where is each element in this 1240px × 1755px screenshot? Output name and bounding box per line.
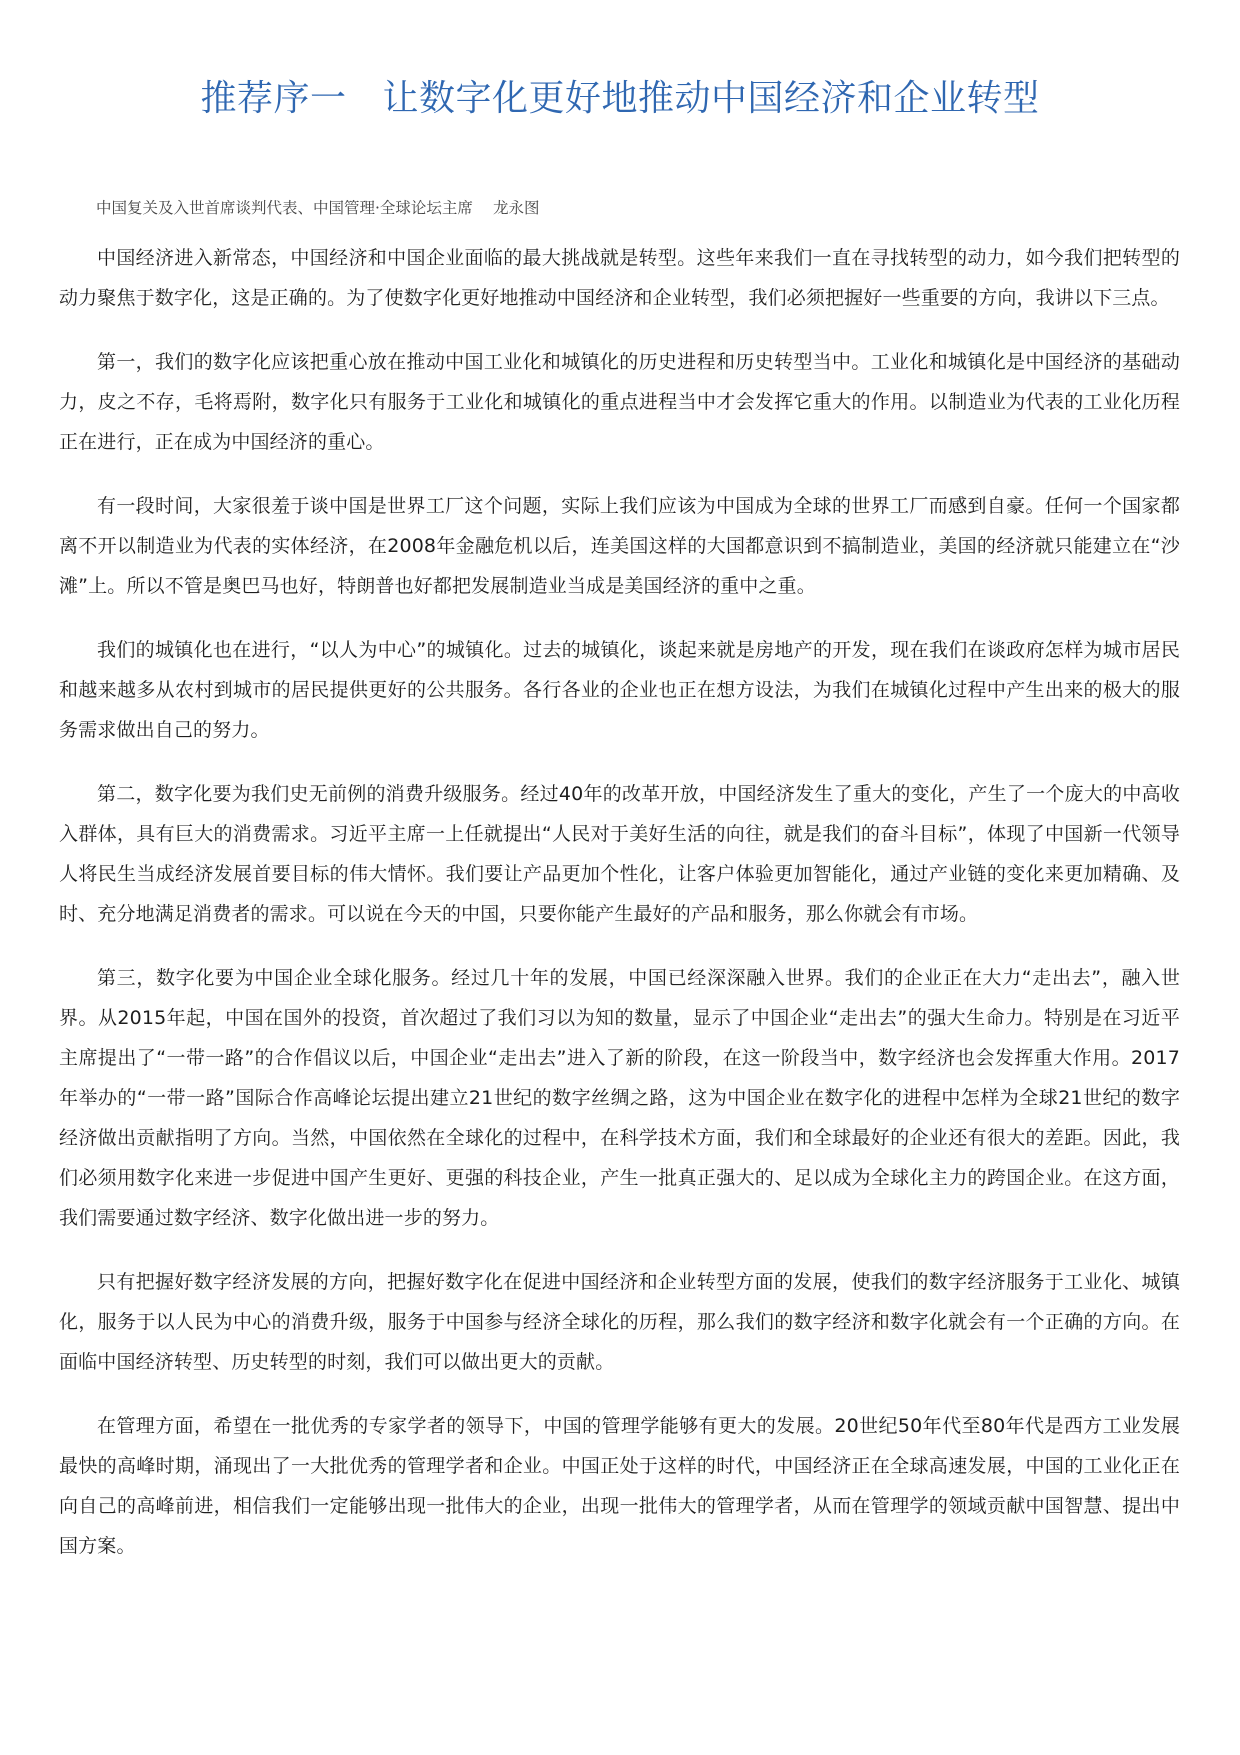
author-name: 龙永图 [492,199,540,217]
paragraph: 第一，我们的数字化应该把重心放在推动中国工业化和城镇化的历史进程和历史转型当中。工业化和城镇化是中国经济的基础动力，皮之不存，毛将焉附，数字化只有服务于工业化和城镇化的重点进程当中才会发挥它重大的作用。以制造业为代表的工业化历程正在进行，正在成为中国经济的重心。 [59,351,1180,453]
author-byline [96,196,539,218]
paragraph: 第三，数字化要为中国企业全球化服务。经过几十年的发展，中国已经深深融入世界。我们的企业正在大力“走出去”，融入世界。从2015年起，中国在国外的投资，首次超过了我们习以为知的数量，显示了中国企业“走出去”的强大生命力。特别是在习近平主席提出了“一带一路”的合作倡议以后，中国企业“走出去”进入了新的阶段，在这一阶段当中，数字经济也会发挥重大作用。2017年举办的“一带一路”国际合作高峰论坛提出建立21世纪的数字丝绸之路，这为中国企业在数字化的进程中怎样为全球21世纪的数字经济做出贡献指明了方向。当然，中国依然在全球化的过程中，在科学技术方面，我们和全球最好的企业还有很大的差距。因此，我们必须用数字化来进一步促进中国产生更好、更强的科技企业，产生一批真正强大的、足以成为全球化主力的跨国企业。在这方面，我们需要通过数字经济、数字化做出进一步的努力。 [59,967,1180,1229]
page-title [0,70,1240,121]
paragraph: 有一段时间，大家很羞于谈中国是世界工厂这个问题，实际上我们应该为中国成为全球的世界工厂而感到自豪。任何一个国家都离不开以制造业为代表的实体经济，在2008年金融危机以后，连美国这样的大国都意识到不搞制造业，美国的经济就只能建立在“沙滩”上。所以不管是奥巴马也好，特朗普也好都把发展制造业当成是美国经济的重中之重。 [59,495,1180,597]
paragraph: 中国经济进入新常态，中国经济和中国企业面临的最大挑战就是转型。这些年来我们一直在寻找转型的动力，如今我们把转型的动力聚焦于数字化，这是正确的。为了使数字化更好地推动中国经济和企业转型，我们必须把握好一些重要的方向，我讲以下三点。 [59,247,1180,309]
article-body [59,238,1180,1590]
title-label: 推荐序一 [200,78,347,119]
paragraph: 在管理方面，希望在一批优秀的专家学者的领导下，中国的管理学能够有更大的发展。20世纪50年代至80年代是西方工业发展最快的高峰时期，涌现出了一大批优秀的管理学者和企业。中国正处于这样的时代，中国经济正在全球高速发展，中国的工业化正在向自己的高峰前进，相信我们一定能够出现一批伟大的企业，出现一批伟大的管理学者，从而在管理学的领域贡献中国智慧、提出中国方案。 [59,1415,1180,1557]
author-role: 中国复关及入世首席谈判代表、中国管理·全球论坛主席 [96,199,473,217]
title-text: 让数字化更好地推动中国经济和企业转型 [382,78,1040,119]
paragraph: 第二，数字化要为我们史无前例的消费升级服务。经过40年的改革开放，中国经济发生了重大的变化，产生了一个庞大的中高收入群体，具有巨大的消费需求。习近平主席一上任就提出“人民对于美好生活的向往，就是我们的奋斗目标”，体现了中国新一代领导人将民生当成经济发展首要目标的伟大情怀。我们要让产品更加个性化，让客户体验更加智能化，通过产业链的变化来更加精确、及时、充分地满足消费者的需求。可以说在今天的中国，只要你能产生最好的产品和服务，那么你就会有市场。 [59,783,1180,925]
paragraph: 我们的城镇化也在进行，“以人为中心”的城镇化。过去的城镇化，谈起来就是房地产的开发，现在我们在谈政府怎样为城市居民和越来越多从农村到城市的居民提供更好的公共服务。各行各业的企业也正在想方设法，为我们在城镇化过程中产生出来的极大的服务需求做出自己的努力。 [59,639,1180,741]
paragraph: 只有把握好数字经济发展的方向，把握好数字化在促进中国经济和企业转型方面的发展，使我们的数字经济服务于工业化、城镇化，服务于以人民为中心的消费升级，服务于中国参与经济全球化的历程，那么我们的数字经济和数字化就会有一个正确的方向。在面临中国经济转型、历史转型的时刻，我们可以做出更大的贡献。 [59,1271,1180,1373]
